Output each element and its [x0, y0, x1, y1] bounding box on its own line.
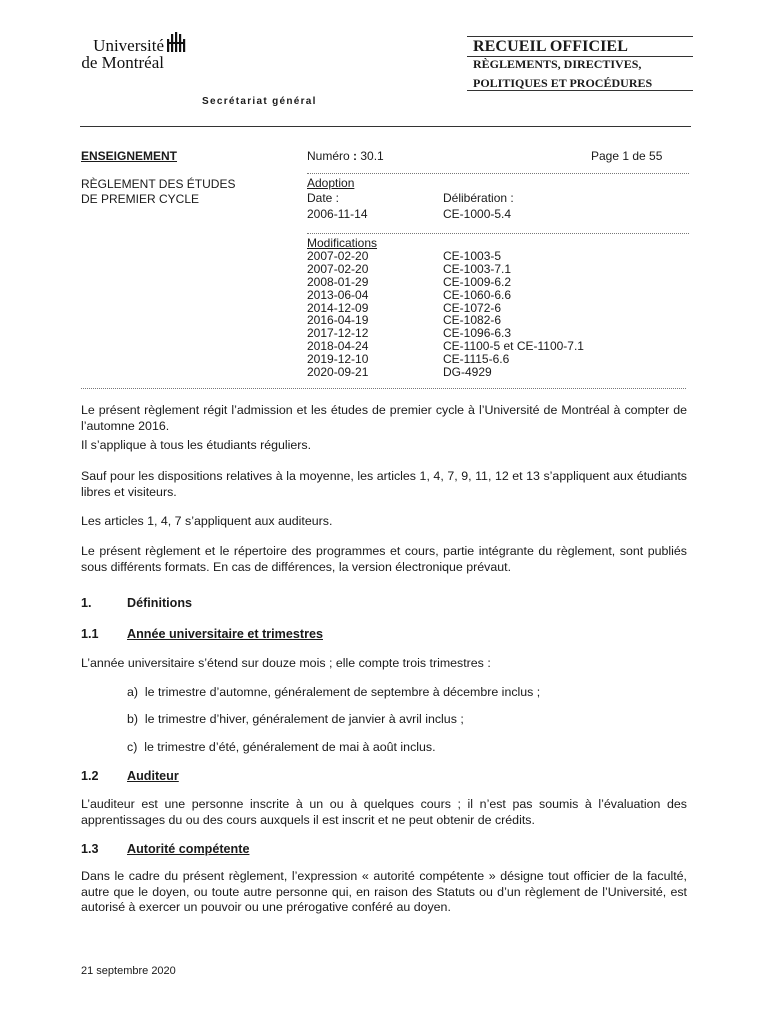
logo-wordmark: [78, 37, 164, 71]
numero-value: 30.1: [360, 149, 384, 163]
adoption-deliberation: CE-1000-5.4: [443, 207, 512, 221]
subsection-title-year: Année universitaire et trimestres: [127, 627, 323, 641]
meta-rule-bottom: [81, 388, 686, 389]
subsection-number: 1.1: [81, 627, 99, 641]
footer-date: 21 septembre 2020: [81, 965, 176, 977]
list-letter: c): [127, 740, 138, 754]
paragraph-formats: Le présent règlement et le répertoire des programmes et cours, partie intégrante du règlement, sont publiés sous différents formats. En cas de différences, la version électronique prévaut.: [81, 544, 687, 574]
office-label: Secrétariat général: [202, 96, 317, 107]
numero: [307, 150, 384, 163]
header-separator: [80, 126, 691, 127]
modification-date: 2008-01-29: [307, 274, 369, 289]
recueil-subtitle-line-1: RÈGLEMENTS, DIRECTIVES,: [473, 57, 642, 71]
header-rule-bottom: [467, 90, 693, 91]
modification-ref: CE-1003-7.1: [443, 261, 512, 276]
modification-date: 2020-09-21: [307, 365, 369, 380]
category-label: ENSEIGNEMENT: [81, 149, 178, 163]
adoption-label: Adoption: [307, 176, 355, 190]
modification-ref: CE-1100-5 et CE-1100-7.1: [443, 339, 584, 354]
logo-line-2: de Montréal: [81, 53, 164, 72]
deliberation-label: Délibération :: [443, 191, 514, 205]
modification-ref: CE-1060-6.6: [443, 287, 512, 302]
subsection-number: 1.3: [81, 842, 99, 856]
numero-label: Numéro: [307, 149, 350, 163]
header-rule-top: [467, 36, 693, 37]
modification-ref: CE-1003-5: [443, 249, 502, 263]
modification-ref: CE-1096-6.3: [443, 326, 512, 341]
modification-ref: CE-1072-6: [443, 300, 502, 315]
paragraph-year: L’année universitaire s’étend sur douze mois ; elle compte trois trimestres :: [81, 656, 491, 670]
meta-rule-2: [307, 233, 689, 234]
modification-row: [307, 289, 697, 302]
document-title-line-2: DE PREMIER CYCLE: [81, 192, 200, 206]
date-label: Date :: [307, 191, 340, 205]
list-item-winter: [127, 712, 464, 726]
modifications-label: Modifications: [307, 236, 378, 250]
modification-ref: CE-1009-6.2: [443, 274, 512, 289]
modification-ref: CE-1082-6: [443, 313, 502, 328]
list-item-autumn: [127, 685, 540, 699]
modification-ref: CE-1115-6.6: [443, 352, 510, 367]
page-indicator: Page 1 de 55: [591, 149, 663, 163]
modification-date: 2013-06-04: [307, 287, 369, 302]
list-letter: b): [127, 712, 139, 726]
modification-date: 2014-12-09: [307, 300, 369, 315]
modification-row: [307, 250, 697, 263]
section-title-definitions: Définitions: [127, 596, 193, 610]
subsection-title-authority: Autorité compétente: [127, 842, 250, 856]
paragraph-auditors: Les articles 1, 4, 7 s’appliquent aux auditeurs.: [81, 514, 333, 528]
recueil-subtitle: [473, 55, 652, 93]
adoption-date: 2006-11-14: [307, 207, 368, 221]
modification-ref: DG-4929: [443, 365, 492, 380]
document-title: [81, 177, 235, 207]
list-text: le trimestre d’automne, généralement de septembre à décembre inclus ;: [144, 685, 541, 699]
logo-line-1: Université: [93, 36, 164, 55]
subsection-title-auditor: Auditeur: [127, 769, 179, 783]
paragraph-applies: Il s’applique à tous les étudiants réguliers.: [81, 438, 312, 452]
modification-date: 2007-02-20: [307, 261, 369, 276]
modification-row: [307, 366, 697, 379]
modifications-list: [307, 250, 697, 379]
modification-date: 2016-04-19: [307, 313, 369, 328]
modification-date: 2007-02-20: [307, 249, 369, 263]
subsection-number: 1.2: [81, 769, 99, 783]
section-number: 1.: [81, 596, 92, 610]
list-letter: a): [127, 685, 139, 699]
paragraph-exceptions: Sauf pour les dispositions relatives à la moyenne, les articles 1, 4, 7, 9, 11, 12 et 13 s’appliquent aux étudiants libres et visiteurs.: [81, 469, 687, 499]
udem-tower-icon: [166, 32, 188, 54]
list-text: le trimestre d’été, généralement de mai à août inclus.: [144, 740, 436, 754]
paragraph-authority: Dans le cadre du présent règlement, l’expression « autorité compétente » désigne tout officier de la faculté, autre que le doyen, ou toute autre personne qui, en raison des Statuts ou d’un règlement de l’Université, est autorisé à exercer un pouvoir ou une prérogative conféré au doyen.: [81, 869, 687, 914]
modification-date: 2018-04-24: [307, 339, 369, 354]
meta-rule-1: [307, 173, 689, 174]
paragraph-scope: Le présent règlement régit l’admission et les études de premier cycle à l’Université de Montréal à compter de l’automne 2016.: [81, 403, 687, 433]
modification-date: 2017-12-12: [307, 326, 369, 341]
numero-separator: :: [353, 149, 358, 163]
modification-row: [307, 263, 697, 276]
recueil-title: RECUEIL OFFICIEL: [473, 38, 628, 55]
modification-row: [307, 276, 697, 289]
document-title-line-1: RÈGLEMENT DES ÉTUDES: [81, 177, 236, 191]
list-text: le trimestre d’hiver, généralement de janvier à avril inclus ;: [144, 712, 464, 726]
list-item-summer: [127, 740, 436, 754]
recueil-subtitle-line-2: POLITIQUES ET PROCÉDURES: [473, 76, 653, 90]
modification-date: 2019-12-10: [307, 352, 369, 367]
paragraph-auditor: L’auditeur est une personne inscrite à un ou à quelques cours ; il n’est pas soumis à l’évaluation des apprentissages du ou des cours auxquels il est inscrit et ne peut obtenir de crédits.: [81, 797, 687, 827]
